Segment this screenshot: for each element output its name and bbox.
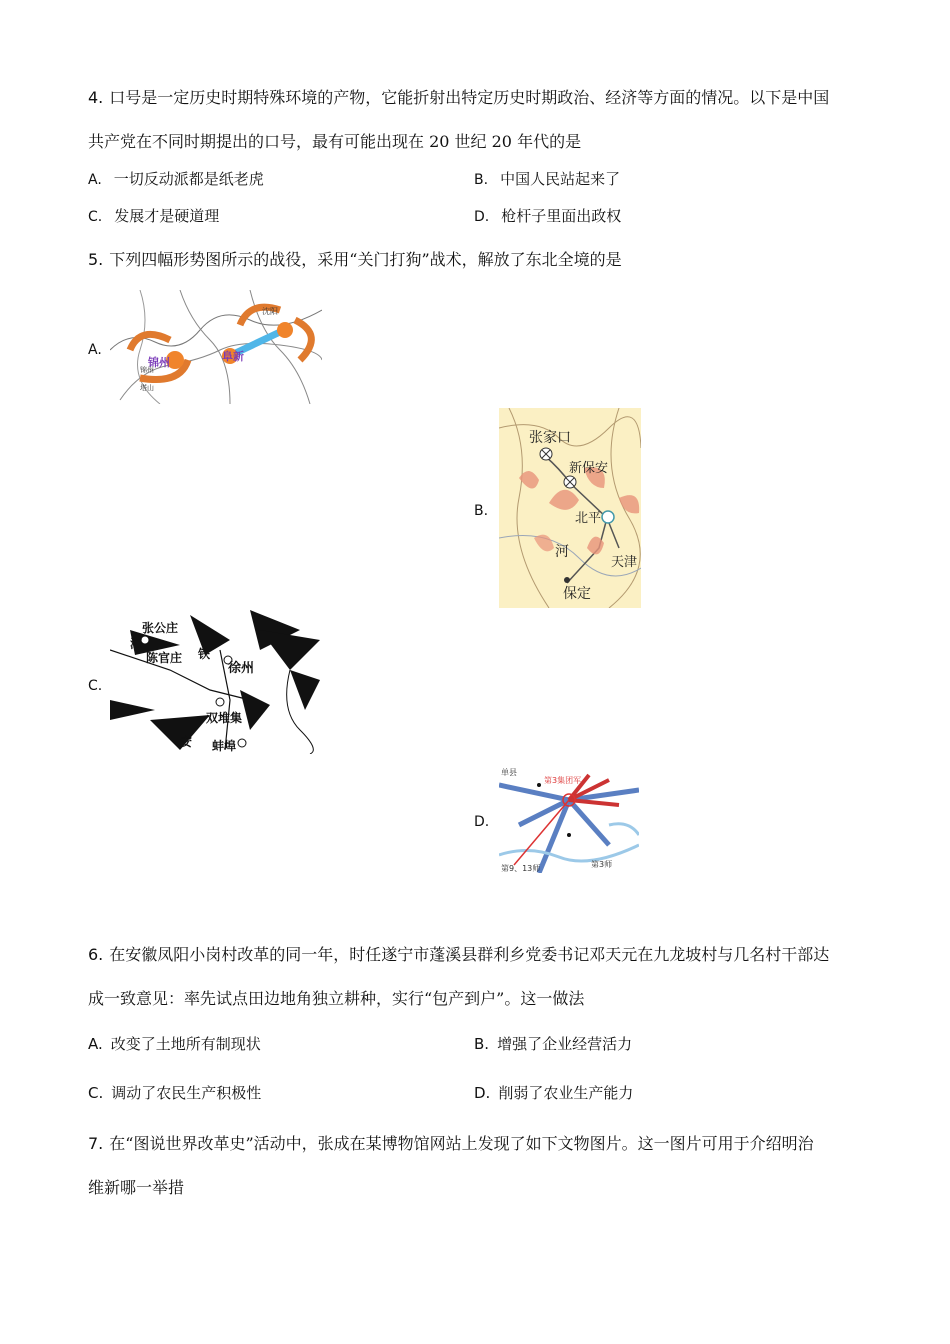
- q6-option-b[interactable]: [474, 1033, 632, 1055]
- option-letter: A.: [88, 172, 102, 188]
- option-letter: B.: [474, 503, 489, 519]
- map-pingjin-graphic: [499, 408, 641, 608]
- map-a-label-fuxin: 阜新: [222, 350, 244, 363]
- option-letter: A.: [88, 342, 102, 358]
- option-text: 发展才是硬道理: [114, 207, 220, 225]
- q4-stem-line1: [88, 87, 829, 109]
- map-b-label-tianjin: 天津: [611, 555, 638, 570]
- q4-number: 4.: [88, 88, 104, 107]
- map-b-label-xinbaoan: 新保安: [569, 461, 609, 476]
- map-a-label-shenyang: 沈阳: [262, 307, 278, 316]
- map-a-label-jinzhou: 锦州: [148, 356, 170, 369]
- map-d-label-danxian: 单县: [501, 768, 517, 777]
- q6-option-d[interactable]: [474, 1082, 633, 1104]
- q7-stem-line1: [88, 1133, 814, 1155]
- map-c-label-chenguanzhuang: 陈官庄: [146, 651, 183, 665]
- option-text: 调动了农民生产积极性: [111, 1084, 262, 1102]
- map-c-label-tie: 铁: [198, 647, 211, 661]
- option-text: 一切反动派都是纸老虎: [113, 170, 264, 188]
- q4-stem-line2: 共产党在不同时期提出的口号，最有可能出现在 20 世纪 20 年代的是: [88, 132, 582, 151]
- q5-stem-text: 下列四幅形势图所示的战役，采用“关门打狗”战术，解放了东北全境的是: [109, 250, 622, 269]
- map-d-label-3rd-army: 第3集团军: [544, 776, 582, 785]
- option-letter: D.: [474, 1084, 491, 1102]
- q5-option-b[interactable]: [474, 499, 500, 522]
- map-d-label-3rd-div: 第3师: [591, 860, 613, 869]
- map-c-label-xuzhou: 徐州: [228, 661, 255, 676]
- option-letter: B.: [474, 172, 489, 188]
- map-b-label-baoding: 保定: [563, 586, 591, 602]
- option-letter: C.: [88, 1084, 104, 1102]
- map-tai-erzhuang[interactable]: [499, 765, 639, 873]
- map-huaihai[interactable]: [110, 610, 320, 754]
- option-text: 枪杆子里面出政权: [501, 207, 622, 225]
- q6-option-a[interactable]: [88, 1033, 261, 1055]
- q7-stem-line2: 维新哪一举措: [88, 1178, 185, 1197]
- q6-stem-line2: 成一致意见：率先试点田边地角独立耕种，实行“包产到户”。这一做法: [88, 989, 585, 1008]
- q4-option-a[interactable]: [88, 168, 264, 191]
- q5-stem: [88, 249, 622, 271]
- option-letter: B.: [474, 1035, 490, 1053]
- map-c-label-hai: 海: [130, 637, 143, 651]
- map-huaihai-graphic: [110, 610, 320, 754]
- option-letter: D.: [474, 814, 490, 830]
- map-b-label-beiping: 北平: [575, 511, 602, 526]
- option-text: 中国人民站起来了: [500, 170, 621, 188]
- map-b-label-zhangjiakou: 张家口: [529, 430, 571, 446]
- option-text: 改变了土地所有制现状: [110, 1035, 261, 1053]
- map-d-label-9-13-div: 第9、13师: [501, 864, 541, 873]
- q6-stem-text1: 在安徽凤阳小岗村改革的同一年，时任遂宁市蓬溪县群利乡党委书记邓天元在九龙坡村与几名村干部达: [109, 945, 830, 964]
- q6-option-c[interactable]: [88, 1082, 261, 1104]
- q7-stem-text1: 在“图说世界改革史”活动中，张成在某博物馆网站上发现了如下文物图片。这一图片可用于介绍明治: [109, 1134, 814, 1153]
- map-pingjin[interactable]: [499, 408, 641, 608]
- map-c-label-an: 安: [180, 735, 193, 749]
- q7-number: 7.: [88, 1134, 104, 1153]
- q4-option-d[interactable]: [474, 205, 621, 228]
- map-c-label-shuangduiji: 双堆集: [206, 711, 243, 725]
- q6-stem-line1: [88, 944, 829, 966]
- q6-number: 6.: [88, 945, 104, 964]
- q5-option-d[interactable]: [474, 810, 501, 833]
- option-text: 削弱了农业生产能力: [498, 1084, 634, 1102]
- q4-option-c[interactable]: [88, 205, 219, 228]
- option-letter: C.: [88, 209, 103, 225]
- option-text: 增强了企业经营活力: [497, 1035, 633, 1053]
- map-a-label-tashan: 塔山: [140, 384, 154, 392]
- map-liaoshen-graphic: [110, 290, 322, 404]
- q4-option-b[interactable]: [474, 168, 620, 191]
- map-liaoshen[interactable]: [110, 290, 322, 404]
- q5-number: 5.: [88, 250, 104, 269]
- option-letter: C.: [88, 678, 103, 694]
- map-c-label-zhanggongzhuang: 张公庄: [142, 621, 179, 635]
- map-a-label-jinzhou-small: 锦州: [140, 366, 154, 374]
- map-d-graphic: [499, 765, 639, 873]
- q4-stem-text1: 口号是一定历史时期特殊环境的产物，它能折射出特定历史时期政治、经济等方面的情况。以下是中国: [109, 88, 830, 107]
- map-c-label-bengbu: 蚌埠: [212, 739, 237, 753]
- map-b-label-he: 河: [555, 544, 569, 560]
- option-letter: D.: [474, 209, 490, 225]
- option-letter: A.: [88, 1035, 103, 1053]
